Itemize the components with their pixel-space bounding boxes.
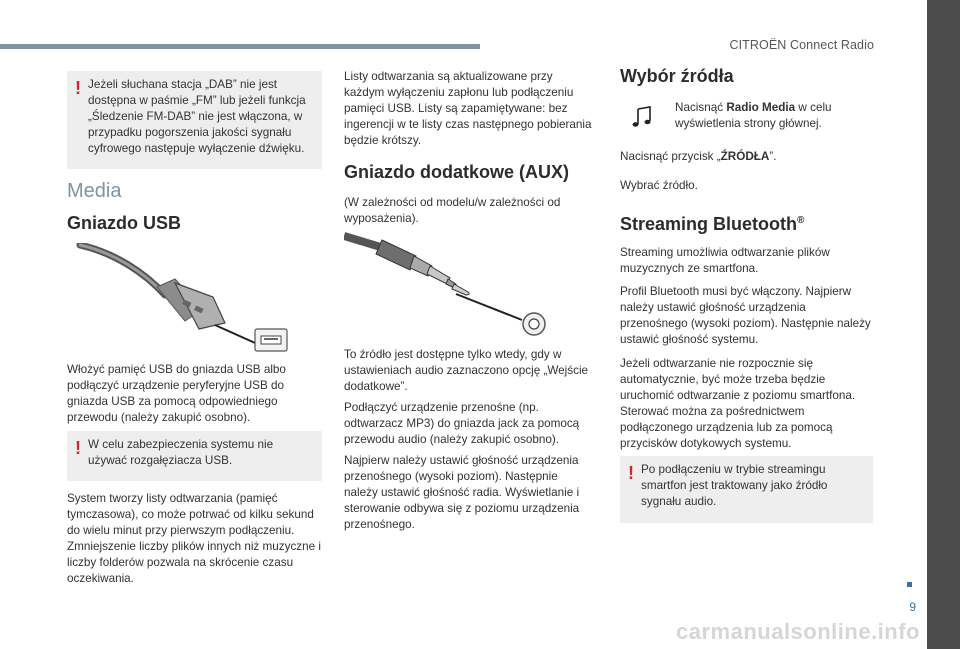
music-note-icon bbox=[630, 105, 654, 129]
header-rule bbox=[0, 44, 480, 49]
source-step-3: Wybrać źródło. bbox=[620, 179, 698, 192]
usb-text: Włożyć pamięć USB do gniazda USB albo podłączyć urządzenie peryferyjne USB do gniazda USB za pomocą odpowiedniego przewodu (należy zakupić osobno). bbox=[67, 363, 286, 424]
radio-media-label: Radio Media bbox=[726, 101, 796, 114]
note-dab bbox=[67, 71, 322, 169]
usb-plug-illustration bbox=[75, 243, 297, 353]
source-step-1-text-a: Nacisnąć bbox=[675, 101, 727, 114]
source-step-2 bbox=[620, 149, 875, 165]
note-usb-hub bbox=[67, 431, 322, 481]
note-dab-text: Jeżeli słuchana stacja „DAB” nie jest dostępna w paśmie „FM” lub jeżeli funkcja „Śledzenie FM-DAB” nie jest włączona, w przypadku pogorszenia jakości sygnału cyfrowego następuje wyłączenie dźwięku. bbox=[88, 78, 306, 155]
sources-label: ŹRÓDŁA bbox=[720, 150, 770, 163]
playlist-text: System tworzy listy odtwarzania (pamięć tymczasowa), co może potrwać od kilku sekund do wielu minut przy pierwszym podłączeniu. Zmniejszenie liczby plików innych niż muzyczne i liczby folderów pozwala na skrócenie czasu oczekiwania. bbox=[67, 492, 321, 585]
bluetooth-title-text: Streaming Bluetooth bbox=[620, 214, 798, 234]
bluetooth-title bbox=[620, 214, 804, 235]
sidebar-strip bbox=[927, 0, 960, 649]
note-usb-hub-text: W celu zabezpieczenia systemu nie używać rozgałęziacza USB. bbox=[88, 438, 274, 467]
watermark: carmanualsonline.info bbox=[676, 619, 920, 644]
exclamation-icon: ! bbox=[628, 463, 634, 483]
aux-title: Gniazdo dodatkowe (AUX) bbox=[344, 162, 569, 182]
aux-subtitle: (W zależności od modelu/w zależności od wyposażenia). bbox=[344, 196, 561, 225]
aux-text-3: Najpierw należy ustawić głośność urządzenia przenośnego (wysoki poziom). Następnie należy ustawić głośność radia. Wyświetlanie i sterowanie odbywa się z poziomu urządzenia przenośnego. bbox=[344, 454, 580, 531]
header-title: CITROËN Connect Radio bbox=[729, 38, 874, 52]
aux-text-2: Podłączyć urządzenie przenośne (np. odtwarzacz MP3) do gniazda jack za pomocą przewodu audio (należy zakupić osobno). bbox=[344, 401, 580, 446]
aux-text-1: To źródło jest dostępne tylko wtedy, gdy w ustawieniach audio zaznaczono opcję „Wejście dodatkowe”. bbox=[344, 348, 589, 393]
source-step-1-text-c: w celu wyświetlenia strony głównej. bbox=[675, 101, 832, 130]
usb-title: Gniazdo USB bbox=[67, 213, 182, 233]
note-streaming bbox=[620, 456, 873, 523]
source-step-1 bbox=[675, 100, 875, 132]
bluetooth-text-3: Jeżeli odtwarzanie nie rozpocznie się automatycznie, być może trzeba będzie uruchomić odtwarzanie z poziomu smartfona. Sterować można za pośrednictwem podłączonego urządzenia lub za pomocą przycisków dotykowych systemu. bbox=[620, 357, 856, 450]
update-text: Listy odtwarzania są aktualizowane przy każdym wyłączeniu zapłonu lub podłączeniu pamięci USB. Listy są zapamiętywane: bez ingerencji w te listy czas następnego pobierania będzie krótszy. bbox=[344, 70, 592, 147]
jack-plug-illustration bbox=[344, 228, 549, 338]
source-step-2-text-c: ”. bbox=[769, 150, 777, 163]
section-title-media: Media bbox=[67, 180, 122, 202]
exclamation-icon: ! bbox=[75, 438, 81, 458]
page-number: 9 bbox=[909, 600, 916, 614]
source-title: Wybór źródła bbox=[620, 66, 734, 86]
bluetooth-text-2: Profil Bluetooth musi być włączony. Najpierw należy ustawić głośność urządzenia przenośnego (wysoki poziom). Następnie należy ustawić głośność systemu. bbox=[620, 285, 871, 346]
continuation-marker bbox=[907, 582, 912, 587]
source-step-2-text-a: Nacisnąć przycisk „ bbox=[620, 150, 721, 163]
exclamation-icon: ! bbox=[75, 78, 81, 98]
note-streaming-text: Po podłączeniu w trybie streamingu smartfon jest traktowany jako źródło sygnału audio. bbox=[641, 463, 828, 508]
registered-mark: ® bbox=[797, 215, 805, 226]
bluetooth-text-1: Streaming umożliwia odtwarzanie plików muzycznych ze smartfona. bbox=[620, 246, 830, 275]
